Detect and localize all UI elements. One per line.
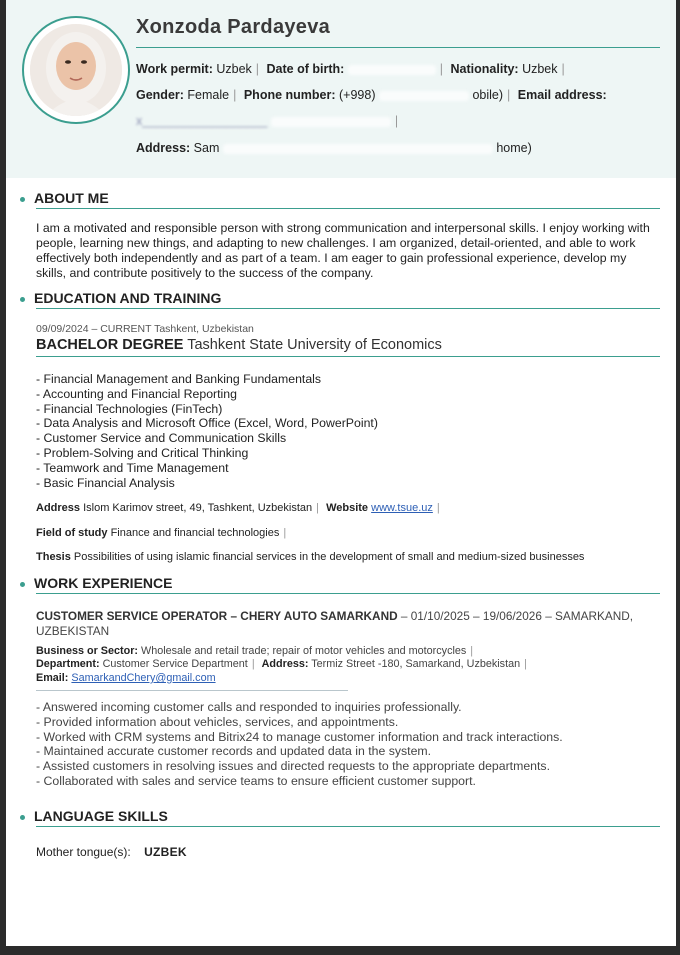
languages-section-title: LANGUAGE SKILLS — [20, 808, 168, 824]
job-title: CUSTOMER SERVICE OPERATOR – CHERY AUTO SAMARKAND — [36, 609, 398, 623]
phone-suffix: obile) — [472, 88, 504, 102]
info-line-3 — [136, 141, 532, 155]
about-divider — [36, 208, 660, 209]
list-item: - Accounting and Financial Reporting — [36, 386, 237, 401]
person-name: Xonzoda Pardayeva — [136, 16, 331, 38]
gender-label: Gender: — [136, 88, 184, 102]
bullet-dot-icon — [20, 582, 25, 587]
job-duties-list — [36, 700, 563, 789]
nationality-value: Uzbek — [522, 62, 558, 76]
phone-label: Phone number: — [243, 88, 336, 102]
email-redacted-tail — [271, 117, 391, 127]
degree-divider — [36, 356, 660, 357]
job-email-label: Email: — [36, 672, 69, 684]
institution-name: Tashkent State University of Economics — [187, 337, 442, 353]
address-label: Address: — [136, 141, 191, 155]
department-label: Department: — [36, 658, 100, 670]
list-item: - Maintained accurate customer records and updated data in the system. — [36, 744, 432, 759]
list-item: - Worked with CRM systems and Bitrix24 to manage customer information and track interactions. — [36, 729, 563, 744]
sector-value: Wholesale and retail trade; repair of motor vehicles and motorcycles — [141, 645, 467, 657]
email-label: Email address: — [517, 88, 607, 102]
department-value: Customer Service Department — [102, 658, 248, 670]
field-of-study-line: Field of study Finance and financial technologies | — [36, 527, 287, 539]
job-country: UZBEKISTAN — [36, 624, 110, 638]
phone-redacted — [379, 91, 469, 101]
profile-photo-frame — [22, 16, 130, 124]
education-courses-list — [36, 372, 378, 490]
job-divider — [36, 690, 348, 691]
job-sector-line: Business or Sector: Wholesale and retail trade; repair of motor vehicles and motorcycles | — [36, 645, 474, 657]
edu-address-value: Islom Karimov street, 49, Tashkent, Uzbekistan — [83, 502, 313, 514]
mother-tongue-label: Mother tongue(s): — [36, 845, 131, 859]
job-dates-location: – 01/10/2025 – 19/06/2026 – SAMARKAND, — [400, 609, 634, 623]
bullet-dot-icon — [20, 297, 25, 302]
list-item: - Teamwork and Time Management — [36, 460, 229, 475]
work-divider — [36, 593, 660, 594]
job-title-block — [36, 609, 636, 639]
list-item: - Data Analysis and Microsoft Office (Excel, Word, PowerPoint) — [36, 416, 378, 431]
list-item: - Problem-Solving and Critical Thinking — [36, 445, 249, 460]
info-line-2: Gender: Female | Phone number: (+998) obile) | Email address: — [136, 88, 607, 102]
job-department-line: Department: Customer Service Department | Address: Termiz Street -180, Samarkand, Uzbekistan | — [36, 658, 527, 670]
name-divider — [136, 47, 660, 48]
edu-address-label: Address — [36, 502, 81, 514]
dob-label: Date of birth: — [266, 62, 345, 76]
job-address-value: Termiz Street -180, Samarkand, Uzbekistan — [311, 658, 521, 670]
address-partial: Sam — [193, 141, 220, 155]
info-line-email: x__________________ | — [136, 114, 399, 128]
job-email-line — [36, 672, 216, 685]
address-suffix: home) — [496, 141, 532, 155]
about-text: I am a motivated and responsible person with strong communication and interpersonal skills. I enjoy working with people, learning new things, and adapting to new challenges. I am organized, detail-oriented, and able to work effectively both independently and as part of a team. I am eager to gain professional experience, develop my skills, and contribute positively to the success of the company. — [36, 221, 650, 280]
education-address-line: Address Islom Karimov street, 49, Tashkent, Uzbekistan | Website www.tsue.uz | — [36, 502, 440, 514]
mother-tongue-line — [36, 845, 187, 859]
job-email-link[interactable]: SamarkandChery@gmail.com — [71, 672, 216, 684]
website-link[interactable]: www.tsue.uz — [371, 502, 433, 514]
list-item: - Provided information about vehicles, services, and appointments. — [36, 714, 399, 729]
languages-divider — [36, 826, 660, 827]
info-line-1: Work permit: Uzbek | Date of birth: | Nationality: Uzbek | — [136, 62, 565, 76]
list-item: - Financial Technologies (FinTech) — [36, 401, 223, 416]
degree-line — [36, 337, 442, 353]
bullet-dot-icon — [20, 197, 25, 202]
sector-label: Business or Sector: — [36, 645, 139, 657]
thesis-label: Thesis — [36, 551, 71, 563]
education-dates: 09/09/2024 – CURRENT Tashkent, Uzbekistan — [36, 323, 254, 335]
mother-tongue-value: UZBEK — [144, 845, 187, 859]
thesis-line — [36, 551, 584, 563]
list-item: - Assisted customers in resolving issues and directed requests to the appropriate departments. — [36, 759, 551, 774]
thesis-value: Possibilities of using islamic financial services in the development of small and medium-sized businesses — [73, 551, 585, 563]
dob-redacted — [348, 65, 436, 75]
phone-partial: (+998) — [339, 88, 376, 102]
list-item: - Basic Financial Analysis — [36, 475, 175, 490]
address-redacted — [223, 144, 493, 154]
cv-page — [6, 0, 676, 946]
education-section-title: EDUCATION AND TRAINING — [20, 290, 221, 306]
list-item: - Answered incoming customer calls and responded to inquiries professionally. — [36, 700, 462, 714]
field-value: Finance and financial technologies — [110, 527, 280, 539]
work-permit-label: Work permit: — [136, 62, 213, 76]
list-item: - Customer Service and Communication Skills — [36, 431, 287, 446]
profile-photo — [30, 24, 122, 116]
header-section — [6, 0, 676, 178]
work-section-title: WORK EXPERIENCE — [20, 575, 172, 591]
list-item: - Collaborated with sales and service teams to ensure efficient customer support. — [36, 773, 476, 788]
about-section-title: ABOUT ME — [20, 190, 109, 206]
work-permit-value: Uzbek — [216, 62, 252, 76]
email-redacted: x__________________ — [136, 114, 268, 128]
field-label: Field of study — [36, 527, 108, 539]
education-divider — [36, 308, 660, 309]
gender-value: Female — [187, 88, 230, 102]
job-address-label: Address: — [261, 658, 309, 670]
website-label: Website — [326, 502, 369, 514]
degree-title: BACHELOR DEGREE — [36, 337, 184, 353]
nationality-label: Nationality: — [450, 62, 519, 76]
bullet-dot-icon — [20, 815, 25, 820]
list-item: - Financial Management and Banking Fundamentals — [36, 372, 322, 386]
